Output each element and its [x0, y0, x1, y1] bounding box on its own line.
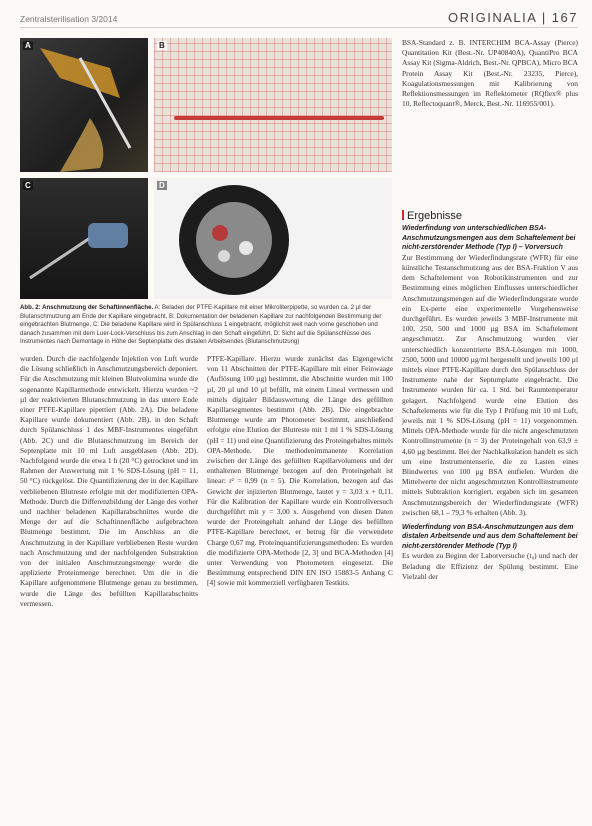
figure-panel-c-instrument-photo [20, 178, 148, 299]
panel-label-a: A [25, 41, 31, 50]
paragraph: BSA-Standard z. B. INTERCHIM BCA-Assay (Pierce) Quantitation Kit (Best.-Nr. UP40840A), QuantiPro BCA Assay Kit (Sigma-Aldrich, Best.-Nr. QPBCA), Micro BCA Protein Assay Kit (Best.-Nr. 23235, Pierce), Koagulationsmessungen mit Kalibrierung von Reflektionsmessungen im Reflektometer (RQflex® plus 10, Reflectoquant®, Merck, Best.-Nr. 116955/001). [402, 38, 578, 109]
caption-title: Abb. 2: Anschmutzung der Schaftinnenfläche. [20, 304, 154, 311]
paragraph: PTFE-Kapillare. Hierzu wurde zunächst das Eigengewicht von 11 Abschnitten der PTFE-Kapillare mit einer Feinwaage (Auflösung 100 µg) bestimmt, die Abschnitte wurden mit 100 µl, 20 µl und 10 µl befüllt, mit einem Lineal vermessen und mittels digitaler Bildauswertung die Länge des gefüllten Kapillarsegmentes bestimmt (Abb. 2B). Die eingebrachte Blutmenge wurde am Photometer bestimmt, anschließend erfolgte eine Elution der Blutreste mit 1 ml 1 % SDS-Lösung (pH = 11) und eine Quantifizierung des Proteingehaltes mittels OPA-Methode. Die methodenimmanente Korrelation zwischen der Länge des gefüllten Kapillarvolumens und der enthaltenen Blutmenge bezogen auf den Proteingehalt ist linear: r² = 0,99 (n = 5). Die Korrelation, bezogen auf das Gewicht der injizierten Blutmenge, lautet y = 3,03 x + 0,11. Für die Kalibration der Kapillare wurde ein Kontrollversuch durchgeführt mit y = 3,00 x. Ausgehend von diesen Daten wurde der Proteingehalt anhand der Länge des befüllten PTFE-Kapillare berechnet, er betrug für die verwendete Charge 0,67 mg. Proteinquantifizierungsmethoden: Es wurden die modifizierte OPA-Methode [2, 3] und BCA-Methoden [4] unter Verwendung von Photometern eingesetzt. Die Bestimmung entsprechend DIN EN ISO 15883-5 Anhang C [4] sowie mit kommerziell verfügbaren Testkits. [207, 354, 393, 588]
figure-panel-b-capillary-on-grid [154, 38, 392, 172]
panel-label-c: C [25, 181, 31, 190]
results-heading [402, 210, 578, 221]
figure-caption [20, 304, 392, 347]
results-section [402, 210, 578, 582]
septum-illustration [154, 178, 392, 299]
results-subheading-1: Wiederfindung von unterschiedlichen BSA-Anschmutzungsmengen aus dem Schaftelement bei nicht-zerstörender Methode (Typ I) – Vorversuch [402, 225, 576, 252]
heading-accent-bar [402, 210, 404, 220]
figure-panel-d-septum-photo [154, 178, 392, 299]
panel-label-d: D [159, 181, 165, 190]
panel-label-b: B [159, 41, 165, 50]
pipette-illustration [20, 38, 148, 172]
figure-panel-a-pipette-photo [20, 38, 148, 172]
loaded-capillary [174, 116, 384, 120]
instrument-illustration [20, 178, 148, 299]
paragraph: Es wurden zu Beginn der Laborversuche (t₀) und nach der Beladung die Effizienz der Spülung bestimmt. Eine Vielzahl der [402, 551, 578, 581]
results-heading-text: Ergebnisse [407, 210, 463, 222]
section-page-number: ORIGINALIA | 167 [448, 10, 578, 25]
caption-text: A: Beladen der PTFE-Kapillare mit einer Mikroliterpipette, so wurden ca. 2 µl der Blutanschmutzung am Ende der Kapillare eingebracht, B: Dokumentation der beladenen Kapillare zur nachfolgenden Bestimmung der eingebrachten Blutmenge, C: Die beladene Kapillare wird in Spülanschluss 1 eingebracht, möglichst weit nach vorne geschoben und danach zusammen mit dem Luer-Lock-Verschluss bis zum Anschlag in den Schaft eingeführt, D: Sicht auf die Spülanschlüsse des Instrumentes nach Demontage in Höhe der Septenplatte des distalen Arbeitsendes (Blutanschmutzung) [20, 304, 382, 345]
column-2-text [207, 354, 393, 589]
paragraph: wurden. Durch die nachfolgende Injektion von Luft wurde die Lösung schließlich in Anschmutzungsbereich deponiert. Für die Anschmutzung mit kleinen Blutvolumina wurde die sogenannte Kapillarmethode entwickelt. Hierzu wurden ~2 µl der reaktivierten Blutanschmutzung in das untere Ende einer PTFE-Kapillare pipettiert (Abb. 2A). Die beladene Kapillare wurde dokumentiert (Abb. 2B), in den Schaft durch Spülanschluss 1 des MBF-Instrumentes eingeführt (Abb. 2C) und die Blutanschmutzung im Bereich der Septenplatte mit 10 ml Luft ausgeblasen (Abb. 2D). Nachfolgend wurde die etwa 1 h (20 °C) getrocknet und im Rahmen der Auswertung mit 1 % SDS-Lösung (pH = 11, 50 °C) rückgelöst. Die Quantifizierung der in der Kapillare verbliebenen Blutreste erfolgte mit der modifizierten OPA-Methode. Durch die Differenzbildung der Länge des vorher und nachher beladenen Kapillarabschnittes wurde die Menge der auf die Schaftinnenfläche aufgebrachten Blutmenge bestimmt. Die im Anschluss an die Anschmutzung in der Kapillare verbliebenen Reste wurden nach Anschmutzung und der nachfolgenden Substraktion von der initialen Anschmutzungsmenge wurde die applizierte Proteinmenge berechnet. Um die in die Kapillare aufgenommene Blutmenge genau zu bestimmen, wurde die Länge des befüllten Kapillarabschnitts vermessen. [20, 354, 198, 608]
results-subheading-2: Wiederfindung von BSA-Anschmutzungen aus dem distalen Arbeitsende und aus dem Schaftelement bei nicht-zerstörender Methode (Typ I) [402, 523, 578, 550]
column-3-top-text [402, 38, 578, 109]
paragraph: Zur Bestimmung der Wiederfindungsrate (WFR) für eine künstliche Testanschmutzung aus der BSA-Fraktion V aus dem Schaftelement von Robotikinstrumenten und zur Bestimmung eines möglichen Einflusses unterschiedlicher Anschmutzungsmengen auf die Wiederfindungsrate wurde ein Ex-perte eine experimentelle Vorgehensweise durchgeführt. Es wurden jeweils 3 MBF-Instrumente mit 100, 250, 500 und 1000 µg BSA im Schaftelement angeschmutzt. Zur Anschmutzung wurden vier unterschiedlich konzentrierte BSA-Lösungen mit 1000, 2500, 5000 und 10000 µg/ml hergestellt und jeweils 100 µl mittels einer PTFE-Kapillare durch den Spülanschluss der Instrumente nahe der Septumplatte eingebracht. Die Instrumente wurden für ca. 1 Std. bei Raumtemperatur gelagert. Nachfolgend wurde eine Elution des Schaftelements wie für die Typ I Prüfung mit 10 ml Luft, jeweils mit 1 % SDS-Lösung (pH = 11) vorgenommen. Mittels OPA-Methode wurde für die nicht angeschmutzten Kontrollinstrumente (n = 3) der Proteingehalt von 63,9 ± 4,60 µg bestimmt. Bei der Nachkalkulation handelt es sich um eine Instrumentenserie, die zu Lasten eines Blindwertes von 100 µg BSA entfielen. Wurden die Mittelwerte der nicht angeschmutzten Kontrollinstrumente mittels Subtraktion korrigiert, ergaben sich im gesamten Anschmutzungsbereich der Wiederfindungsrate (WFR) zwischen 68,1 – 79,3 % erhalten (Abb. 3). [402, 252, 578, 517]
header-rule [20, 27, 578, 28]
column-1-text [20, 354, 198, 609]
journal-issue: Zentralsterilisation 3/2014 [20, 14, 118, 24]
